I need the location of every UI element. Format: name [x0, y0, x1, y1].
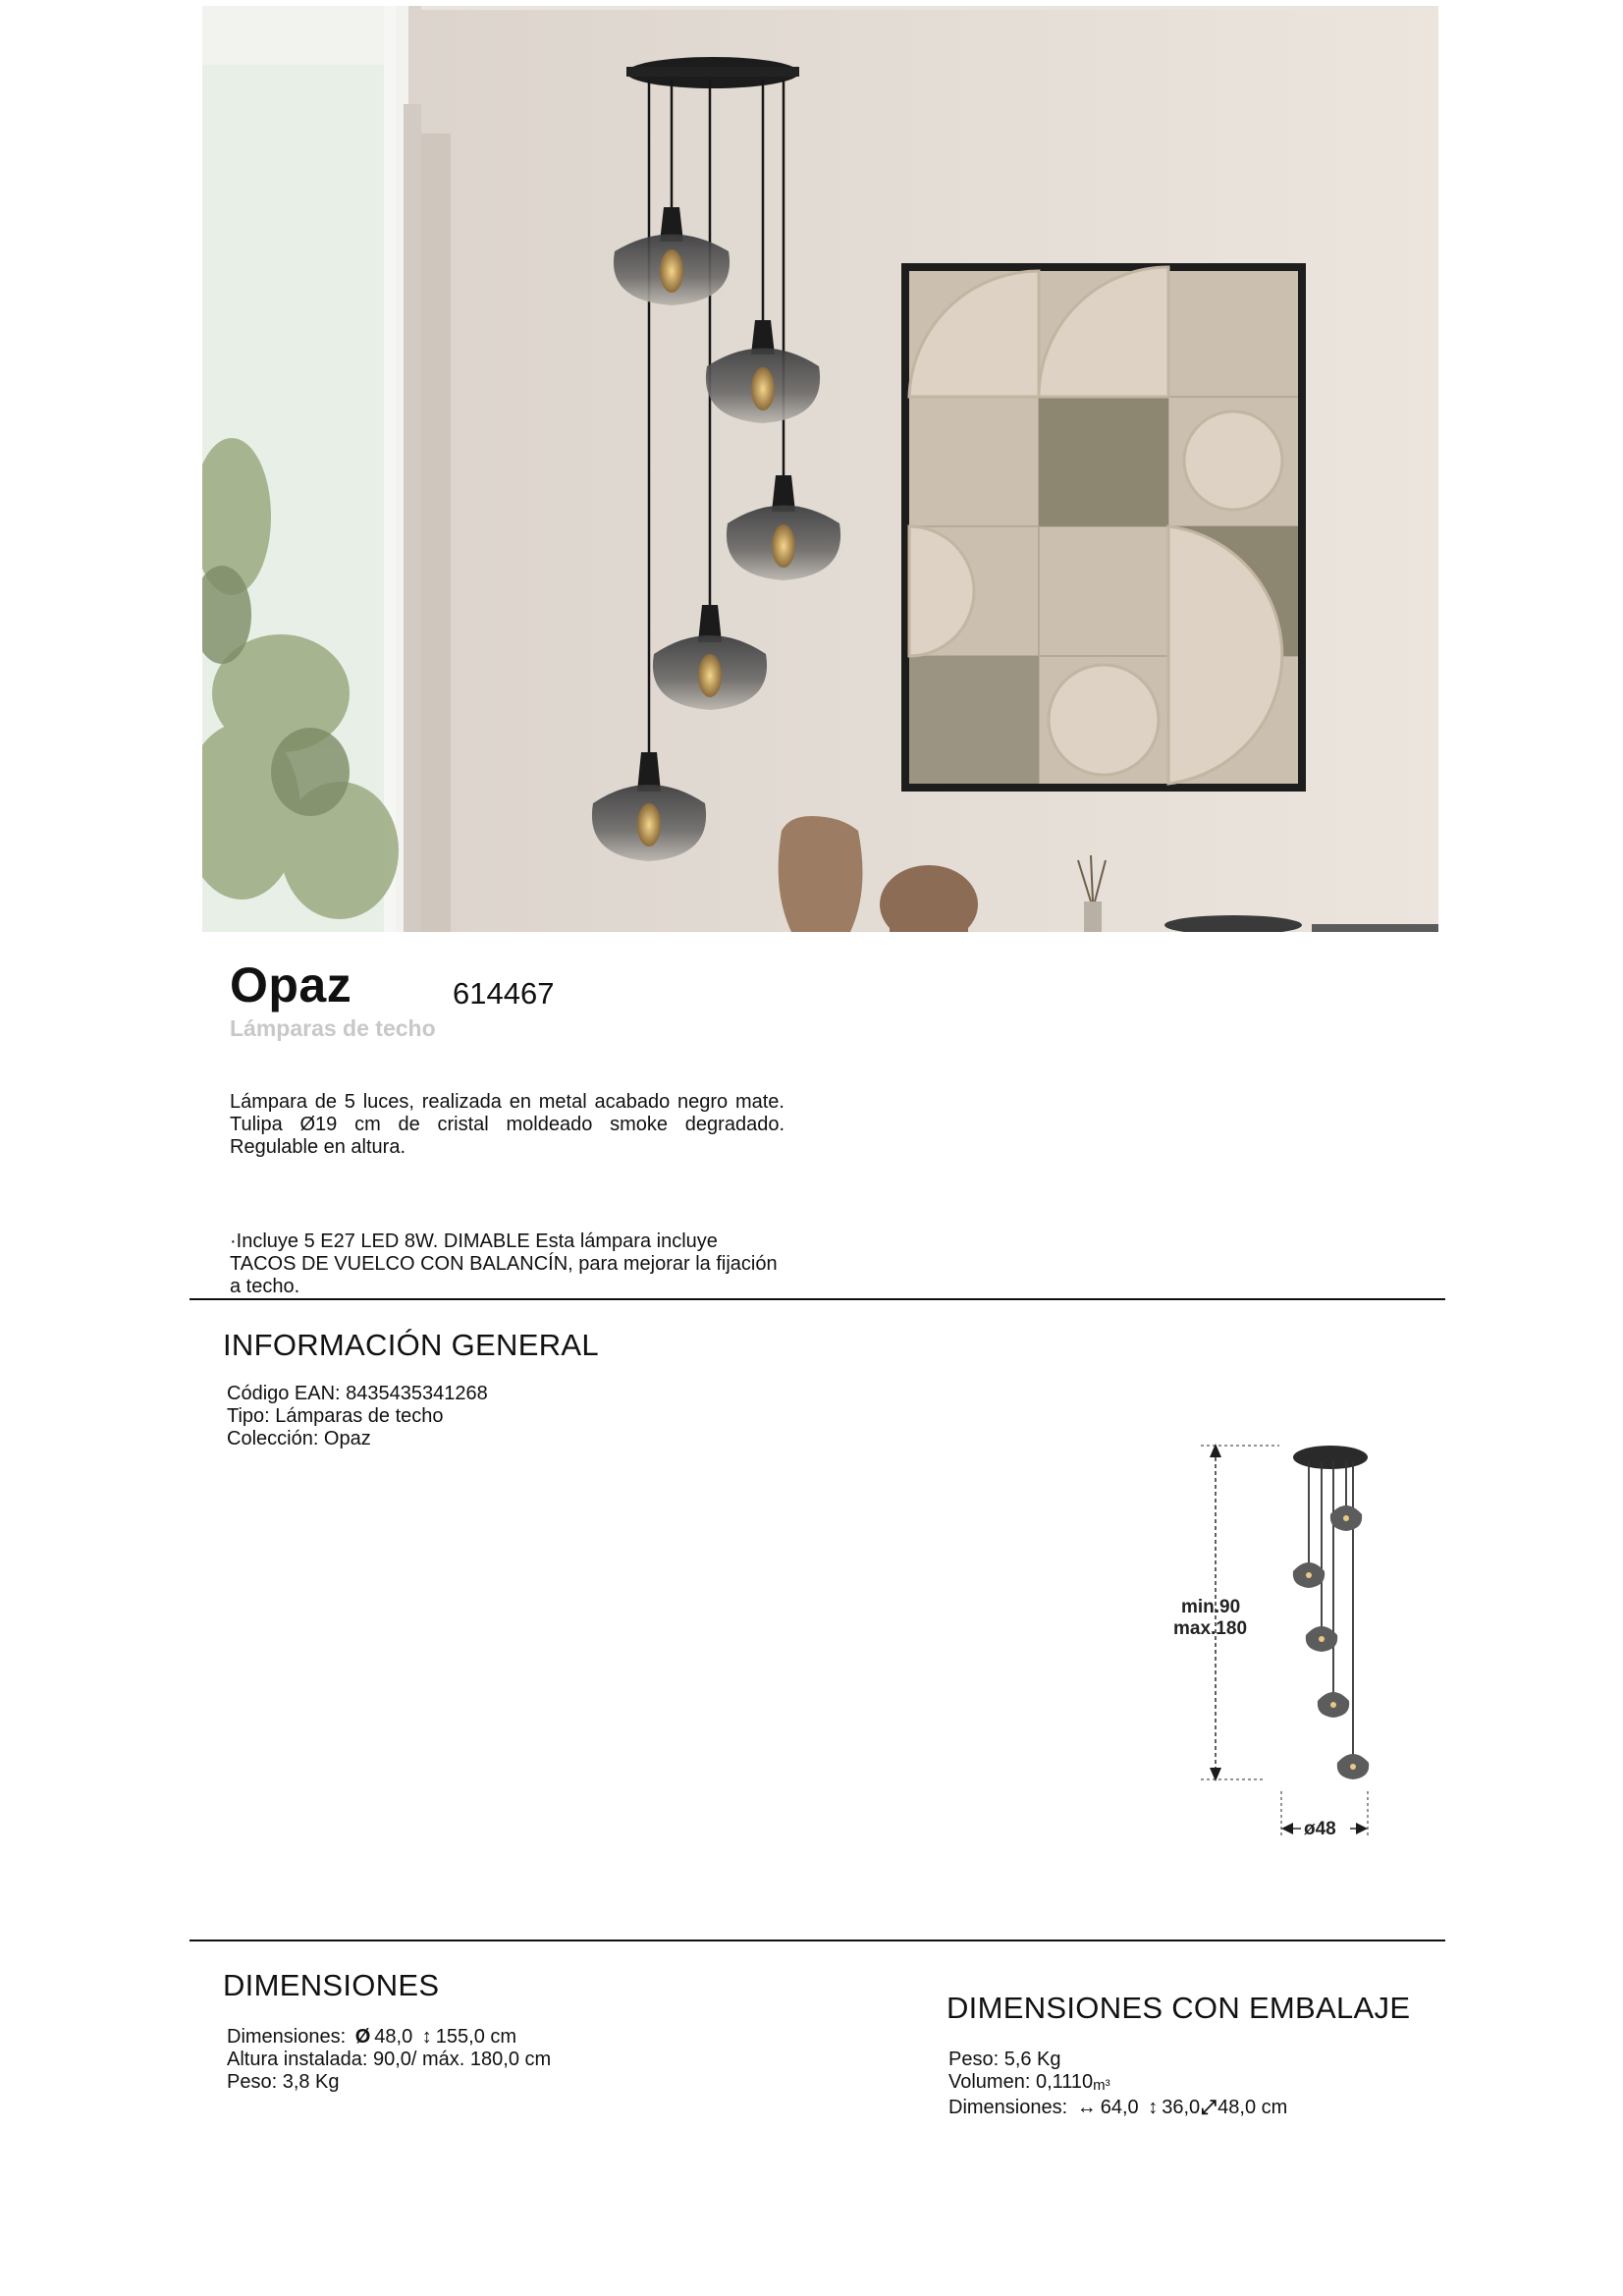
depth-icon: ⤢ — [1201, 2097, 1217, 2118]
product-extra-info: ·Incluye 5 E27 LED 8W. DIMABLE Esta lámpara incluye TACOS DE VUELCO CON BALANCÍN, para mejorar la fijación a techo. — [230, 1230, 778, 1297]
ean-code: Código EAN: 8435435341268 — [227, 1383, 488, 1404]
divider — [189, 1940, 1445, 1941]
package-weight: Peso: 5,6 Kg — [948, 2049, 1061, 2070]
packaging-list — [948, 2049, 1287, 2119]
product-weight: Peso: 3,8 Kg — [227, 2071, 340, 2093]
package-dimensions: Dimensiones: ↔ 64,0 ↕ 36,0⤢48,0 cm — [948, 2097, 1288, 2118]
packaging-heading: DIMENSIONES CON EMBALAJE — [947, 1991, 1411, 2025]
diagram-min-label: min.90 — [1181, 1597, 1241, 1617]
general-info-list — [227, 1383, 488, 1450]
width-icon: ↔ — [1076, 2097, 1097, 2118]
installed-height: Altura instalada: 90,0/ máx. 180,0 cm — [227, 2049, 552, 2070]
diagram-max-label: max.180 — [1173, 1618, 1248, 1639]
general-info-heading: INFORMACIÓN GENERAL — [223, 1328, 599, 1362]
dimensions-list — [227, 2026, 551, 2094]
height-icon: ↕ — [1148, 2097, 1159, 2118]
height-icon: ↕ — [421, 2026, 432, 2048]
package-volume: Volumen: 0,1110m³ — [948, 2071, 1110, 2094]
diagram-diameter-label: ø48 — [1304, 1819, 1336, 1839]
dimensions-row: Dimensiones: Ø 48,0 ↕ 155,0 cm — [227, 2026, 517, 2048]
diameter-icon: Ø — [354, 2026, 371, 2048]
dimensions-heading: DIMENSIONES — [223, 1968, 440, 2002]
product-type: Tipo: Lámparas de techo — [227, 1405, 444, 1427]
product-description: Lámpara de 5 luces, realizada en metal acabado negro mate. Tulipa Ø19 cm de cristal moldeado smoke degradado. Regulable en altura. — [230, 1091, 784, 1158]
product-reference: 614467 — [453, 976, 555, 1011]
collection: Colección: Opaz — [227, 1428, 371, 1449]
product-category: Lámparas de techo — [230, 1015, 436, 1041]
product-title: Opaz — [230, 957, 352, 1012]
divider — [189, 1298, 1445, 1300]
product-photo — [202, 6, 1438, 932]
dimension-diagram — [1162, 1436, 1387, 1858]
